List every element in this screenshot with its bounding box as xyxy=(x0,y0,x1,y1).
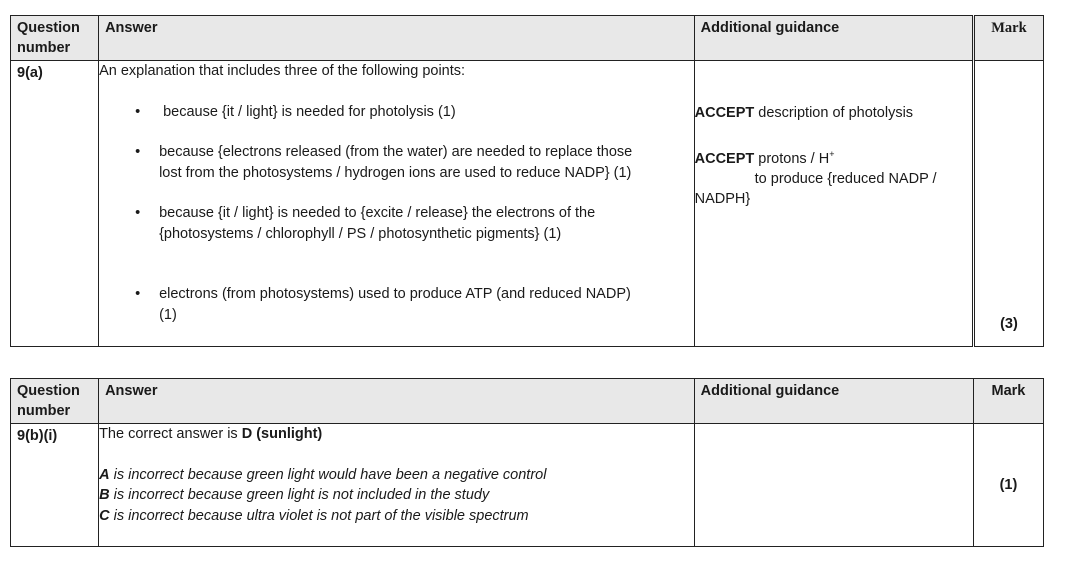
header-additional-guidance: Additional guidance xyxy=(694,16,973,61)
guidance-9bi xyxy=(694,424,973,547)
question-number-9a: 9(a) xyxy=(11,61,99,347)
bullet-icon: • xyxy=(135,205,141,221)
explanation-b: B is incorrect because green light is not included in the study xyxy=(99,487,490,503)
header-answer: Answer xyxy=(99,16,695,61)
header-mark: Mark xyxy=(973,16,1043,61)
answer-point-3: • because {it / light} is needed to {excite / release} the electrons of the {photosystems / chlorophyll / PS / photosynthetic pigments} (1) xyxy=(135,205,596,242)
bullet-icon: • xyxy=(135,286,141,302)
mark-scheme-table-9a xyxy=(10,15,1044,347)
guidance-line: NADPH} xyxy=(694,191,751,208)
header-answer: Answer xyxy=(99,379,695,424)
answer-intro: An explanation that includes three of the following points: xyxy=(99,63,466,79)
header-question-number: Question number xyxy=(11,16,99,61)
answer-point-2: • because {electrons released (from the water) are needed to replace those lost from the photosystems / hydrogen ions are used to reduce NADP} (1) xyxy=(135,144,633,181)
guidance-line: to produce {reduced NADP / xyxy=(754,170,937,187)
guidance-9a xyxy=(694,61,973,347)
mark-scheme-table-9bi xyxy=(10,378,1044,547)
answer-point-4: • electrons (from photosystems) used to produce ATP (and reduced NADP) (1) xyxy=(135,286,631,323)
guidance-accept-photolysis: ACCEPT description of photolysis xyxy=(694,105,914,121)
header-mark: Mark xyxy=(973,379,1043,424)
mark-9a: (3) xyxy=(973,61,1043,347)
answer-9bi xyxy=(99,424,695,547)
explanation-c: C is incorrect because ultra violet is not part of the visible spectrum xyxy=(99,507,529,524)
bullet-icon: • xyxy=(135,103,141,120)
question-number-9bi: 9(b)(i) xyxy=(11,424,99,547)
header-additional-guidance: Additional guidance xyxy=(694,379,973,424)
mark-9bi: (1) xyxy=(973,424,1043,547)
bullet-icon: • xyxy=(135,144,141,160)
answer-point-1: • because {it / light} is needed for photolysis (1) xyxy=(99,102,694,123)
answer-9a xyxy=(99,61,695,347)
header-question-number: Question number xyxy=(11,379,99,424)
guidance-accept-protons: ACCEPT protons / H+ xyxy=(694,148,835,167)
explanation-a: A is incorrect because green light would have been a negative control xyxy=(99,466,547,483)
correct-answer: The correct answer is D (sunlight) xyxy=(99,426,323,442)
